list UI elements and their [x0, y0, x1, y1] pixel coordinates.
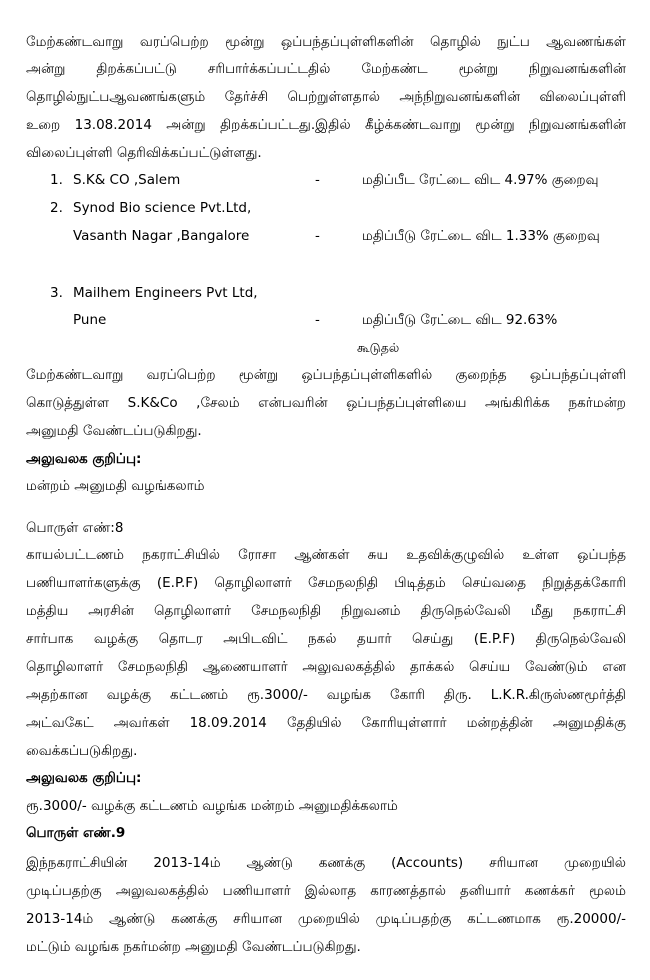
- intro-line-2: அன்று திறக்கப்பட்டு சரிபார்க்கப்பட்டதில் மேற்கண்ட மூன்று நிறுவனங்களின்: [26, 61, 626, 77]
- intro-line-3: தொழில்நுட்பஆவணங்களும் தேர்ச்சி பெற்றுள்ளதால் அந்நிறுவனங்களின் விலைப்புள்ளி: [26, 89, 626, 105]
- subject-8-heading: பொருள் எண்:8: [26, 520, 124, 536]
- subject-9-line-4: மட்டும் வழங்க நகர்மன்ற அனுமதி வேண்டப்படுகிறது.: [26, 939, 361, 955]
- conclusion-line-1: மேற்கண்டவாறு வரப்பெற்ற மூன்று ஒப்பந்தப்புள்ளிகளில் குறைந்த ஒப்பந்தப்புள்ளி: [26, 367, 626, 383]
- office-note-heading: அலுவலக குறிப்பு:: [26, 451, 142, 467]
- office-note-text: ரூ.3000/- வழக்கு கட்டணம் வழங்க மன்றம் அனுமதிக்கலாம்: [26, 798, 398, 814]
- tender-dash: -: [315, 312, 320, 328]
- tender-company: Mailhem Engineers Pvt Ltd,: [73, 285, 258, 301]
- subject-8-line-6: அதற்கான வழக்கு கட்டணம் ரூ.3000/- வழங்க கோரி திரு. L.K.R.கிருஸ்ணமூர்த்தி: [26, 687, 626, 703]
- office-note-heading: அலுவலக குறிப்பு:: [26, 770, 142, 786]
- subject-8-line-8: வைக்கப்படுகிறது.: [26, 743, 138, 759]
- tender-rate-suffix: கூடுதல்: [357, 340, 400, 355]
- tender-company-location: Vasanth Nagar ,Bangalore: [73, 228, 250, 244]
- subject-8-line-5: தொழிலாளர் சேமநலநிதி ஆணையாளர் அலுவலகத்தில் தாக்கல் செய்ய வேண்டும் என: [26, 659, 626, 675]
- tender-company: Synod Bio science Pvt.Ltd,: [73, 200, 252, 216]
- tender-company-location: Pune: [73, 312, 107, 328]
- subject-8-line-3: மத்திய அரசின் தொழிலாளர் சேமநலநிதி நிறுவனம் திருநெல்வேலி மீது நகராட்சி: [26, 603, 626, 619]
- intro-line-5: விலைப்புள்ளி தெரிவிக்கப்பட்டுள்ளது.: [26, 145, 262, 161]
- subject-9-line-2: முடிப்பதற்கு அலுவலகத்தில் பணியாளர் இல்லாத காரணத்தால் தனியார் கணக்கர் மூலம்: [26, 883, 626, 899]
- tender-number: 2.: [50, 200, 63, 216]
- subject-9-heading: பொருள் எண்.9: [26, 825, 126, 841]
- tender-rate: மதிப்பீடு ரேட்டை விட 1.33% குறைவு: [362, 228, 600, 244]
- subject-9-line-3: 2013-14ம் ஆண்டு கணக்கு சரியான முறையில் முடிப்பதற்கு கட்டணமாக ரூ.20000/-: [26, 911, 626, 927]
- subject-8-line-7: அட்வகேட் அவர்கள் 18.09.2014 தேதியில் கோரியுள்ளார் மன்றத்தின் அனுமதிக்கு: [26, 715, 626, 731]
- intro-line-4: உறை 13.08.2014 அன்று திறக்கப்பட்டது.இதில் கீழ்க்கண்டவாறு மூன்று நிறுவனங்களின்: [26, 117, 626, 133]
- tender-company: S.K& CO ,Salem: [73, 172, 181, 188]
- subject-8-line-4: சார்பாக வழக்கு தொடர அபிடவிட் நகல் தயார் செய்து (E.P.F) திருநெல்வேலி: [26, 631, 626, 647]
- subject-8-line-2: பணியாளர்களுக்கு (E.P.F) தொழிலாளர் சேமநலநிதி பிடித்தம் செய்வதை நிறுத்தக்கோரி: [26, 575, 626, 591]
- conclusion-line-2: கொடுத்துள்ள S.K&Co ,சேலம் என்பவரின் ஒப்பந்தப்புள்ளியை அங்கிரிக்க நகர்மன்ற: [26, 395, 626, 411]
- tender-number: 1.: [50, 172, 63, 188]
- subject-8-line-1: காயல்பட்டணம் நகராட்சியில் ரோசா ஆண்கள் சுய உதவிக்குழுவில் உள்ள ஒப்பந்த: [26, 547, 626, 563]
- subject-9-line-1: இந்நகராட்சியின் 2013-14ம் ஆண்டு கணக்கு (Accounts) சரியான முறையில்: [26, 855, 626, 871]
- office-note-text: மன்றம் அனுமதி வழங்கலாம்: [26, 478, 205, 494]
- intro-line-1: மேற்கண்டவாறு வரப்பெற்ற மூன்று ஒப்பந்தப்புள்ளிகளின் தொழில் நுட்ப ஆவணங்கள்: [26, 34, 626, 50]
- tender-dash: -: [315, 228, 320, 244]
- tender-rate: மதிப்பீட ரேட்டை விட 4.97% குறைவு: [362, 172, 599, 188]
- conclusion-line-3: அனுமதி வேண்டப்படுகிறது.: [26, 423, 202, 439]
- tender-rate: மதிப்பீடு ரேட்டை விட 92.63%: [362, 312, 558, 328]
- tender-number: 3.: [50, 285, 63, 301]
- tender-dash: -: [315, 172, 320, 188]
